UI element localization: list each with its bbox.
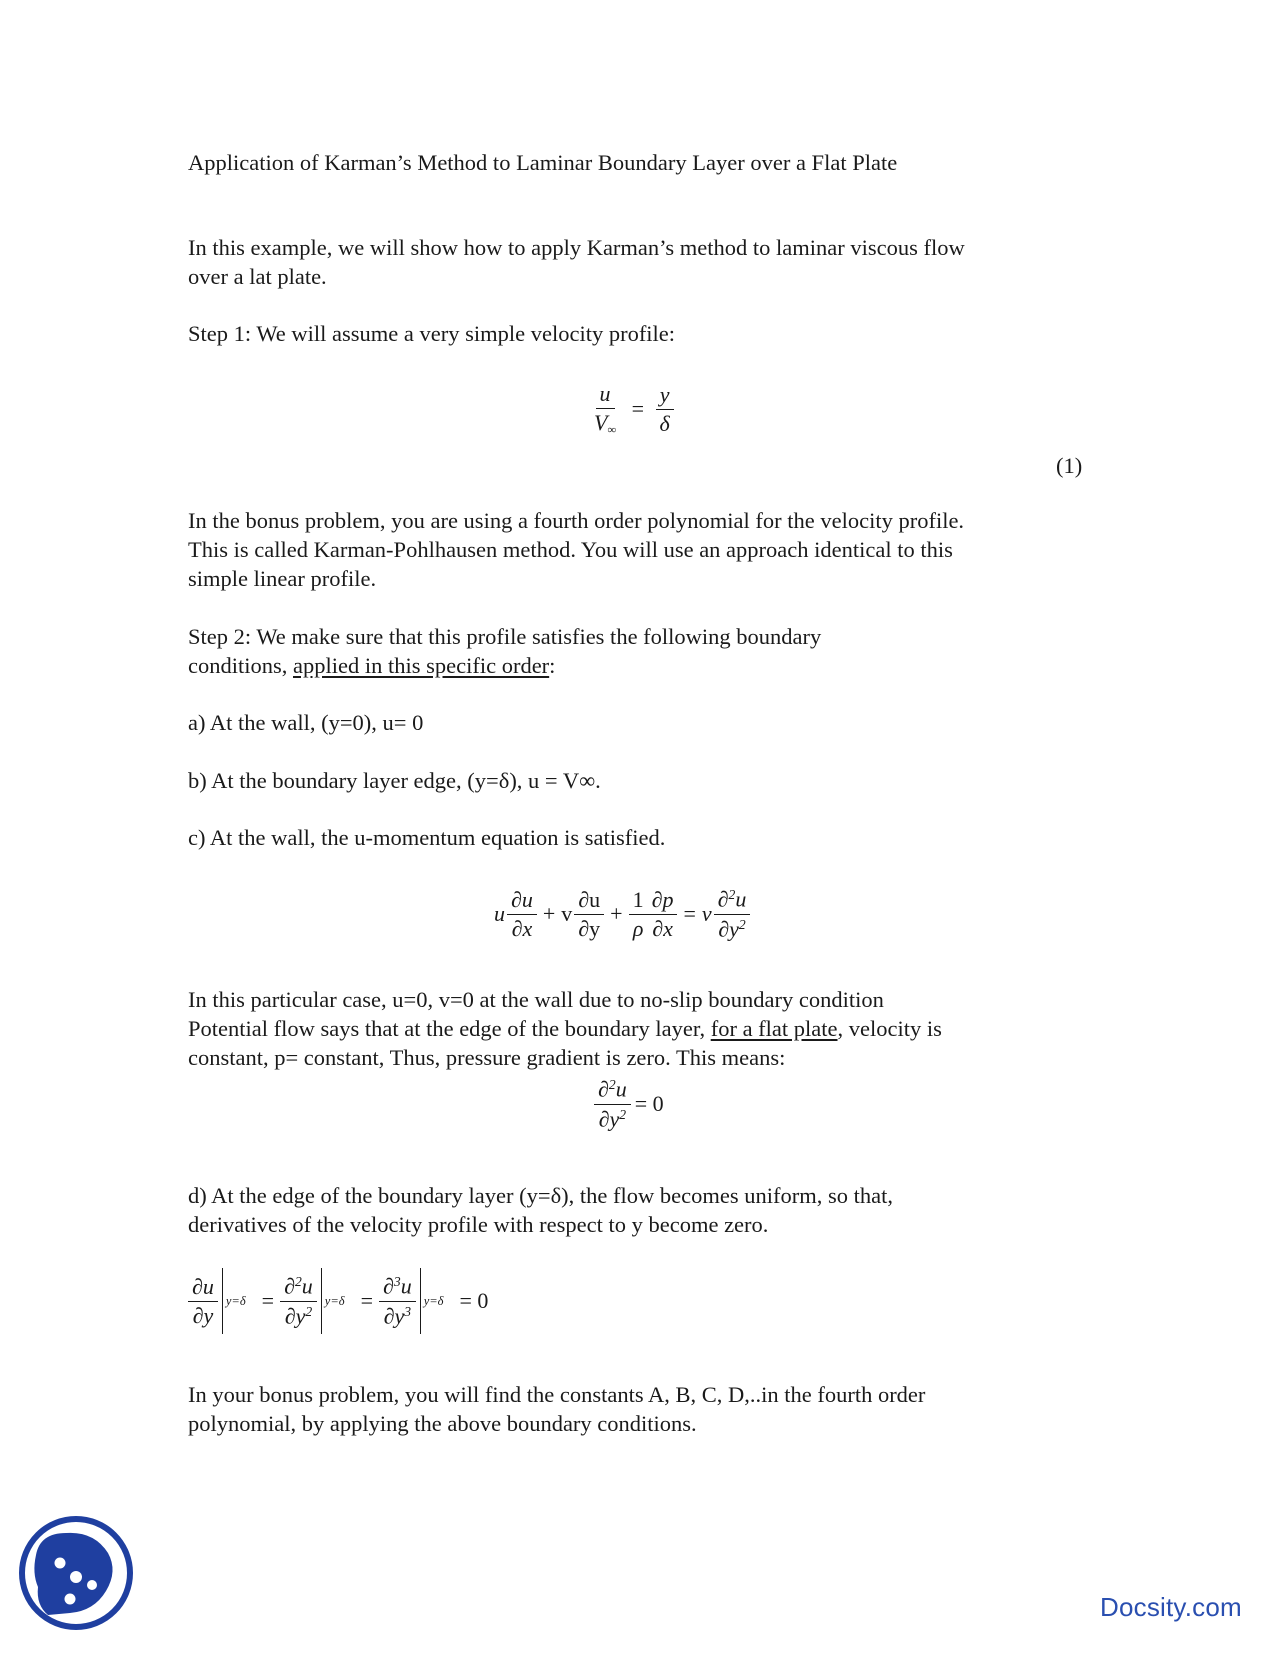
eq1-infinity-subscript: ∞: [607, 422, 617, 437]
particular-line-1: In this particular case, u=0, v=0 at the wall due to no-slip boundary condition: [188, 987, 884, 1012]
condition-b: b) At the boundary layer edge, (y=δ), u = V∞.: [188, 768, 601, 793]
particular-line-3: constant, p= constant, Thus, pressure gradient is zero. This means:: [188, 1045, 786, 1070]
eqz-num-exp: 2: [608, 1077, 616, 1092]
momentum-equals: =: [683, 901, 696, 926]
d3-num-var: u: [400, 1273, 412, 1299]
d3-den-d: ∂y: [383, 1303, 405, 1328]
eqz-num-var: u: [615, 1076, 627, 1102]
momentum-plus-2: +: [610, 901, 623, 926]
particular-line-2-pre: Potential flow says that at the edge of the boundary layer,: [188, 1016, 711, 1041]
d1-eval: y=δ: [225, 1293, 246, 1308]
d3-eval: y=δ: [423, 1293, 444, 1308]
eq1-numerator-right: y: [656, 384, 674, 410]
momentum-t4-den: ∂x: [652, 915, 673, 941]
d-equals-1: =: [261, 1288, 275, 1313]
momentum-coef-u: u: [494, 901, 505, 926]
condition-a: a) At the wall, (y=0), u= 0: [188, 710, 424, 735]
eqz-num-d: ∂: [598, 1076, 609, 1102]
particular-line-2: [188, 1014, 942, 1043]
step2-underlined-phrase: applied in this specific order: [293, 653, 550, 678]
condition-d-line-2: derivatives of the velocity profile with respect to y become zero.: [188, 1212, 769, 1237]
intro-line-2: over a lat plate.: [188, 264, 327, 289]
momentum-t3-den: ρ: [632, 915, 644, 941]
momentum-equation: [494, 888, 750, 940]
bonus-line-2: This is called Karman-Pohlhausen method. You will use an approach identical to this: [188, 537, 953, 562]
eq1-denominator-right: δ: [659, 410, 670, 436]
step2-line-1: Step 2: We make sure that this profile satisfies the following boundary: [188, 624, 822, 649]
momentum-rhs-num-var: u: [735, 886, 747, 912]
eq1-denominator-left: V: [594, 410, 608, 435]
d2-num-var: u: [301, 1273, 313, 1299]
momentum-plus-1: +: [542, 901, 556, 926]
momentum-t2-num: ∂u: [574, 889, 604, 915]
momentum-t1-num: ∂u: [507, 889, 537, 915]
eqz-den-d: ∂y: [598, 1106, 620, 1131]
step2-line-2: [188, 651, 555, 680]
d-rhs: = 0: [459, 1288, 489, 1313]
step2-line-2-pre: conditions,: [188, 653, 293, 678]
momentum-t2-den: ∂y: [578, 915, 601, 941]
document-title: Application of Karman’s Method to Laminar Boundary Layer over a Flat Plate: [188, 150, 898, 175]
condition-d-line-1: d) At the edge of the boundary layer (y=δ), the flow becomes uniform, so that,: [188, 1183, 893, 1208]
intro-line-1: In this example, we will show how to apply Karman’s method to laminar viscous flow: [188, 235, 965, 260]
momentum-t1-den: ∂x: [511, 915, 533, 941]
d2-eval: y=δ: [324, 1293, 345, 1308]
d2-num-d: ∂: [284, 1273, 295, 1299]
eqz-den-exp: 2: [619, 1106, 627, 1122]
docsity-brand-link[interactable]: Docsity.com: [1100, 1592, 1242, 1622]
d2-den-d: ∂y: [284, 1303, 306, 1328]
d-equals-2: =: [360, 1288, 373, 1313]
closing-line-1: In your bonus problem, you will find the constants A, B, C, D,..in the fourth order: [188, 1382, 926, 1407]
momentum-coef-v: v: [561, 901, 573, 926]
d1-num: ∂u: [188, 1276, 218, 1302]
step1-text: Step 1: We will assume a very simple velocity profile:: [188, 321, 676, 346]
closing-line-2: polynomial, by applying the above boundary conditions.: [188, 1411, 697, 1436]
condition-c: c) At the wall, the u-momentum equation is satisfied.: [188, 825, 666, 850]
eqz-rhs: = 0: [634, 1091, 664, 1116]
momentum-rhs-num-exp: 2: [728, 887, 736, 902]
momentum-t3-num: 1: [629, 889, 648, 915]
momentum-rhs-den-exp: 2: [738, 916, 746, 932]
d3-den-exp: 3: [404, 1303, 412, 1319]
d3-num-d: ∂: [383, 1273, 394, 1299]
momentum-rhs-den-d: ∂y: [718, 916, 739, 941]
d1-den: ∂y: [192, 1302, 214, 1328]
d2-den-exp: 2: [305, 1303, 313, 1319]
velocity-profile-equation: [590, 383, 674, 436]
docsity-logo-icon: [18, 1515, 134, 1631]
particular-underlined-phrase: for a flat plate: [710, 1016, 838, 1041]
momentum-t4-num: ∂p: [648, 889, 678, 915]
bonus-line-1: In the bonus problem, you are using a fourth order polynomial for the velocity profile.: [188, 508, 965, 533]
momentum-coef-nu: ν: [701, 901, 712, 926]
equation-number: (1): [1056, 453, 1083, 478]
momentum-rhs-num-d: ∂: [717, 886, 729, 912]
step2-line-2-post: :: [549, 653, 556, 678]
second-derivative-zero-equation: [594, 1078, 670, 1130]
eq1-numerator-left: u: [596, 383, 615, 409]
eq1-equals: =: [631, 396, 644, 422]
particular-line-2-post: , velocity is: [837, 1016, 942, 1041]
d3-num-exp: 3: [393, 1274, 401, 1289]
edge-derivatives-equation: [188, 1268, 494, 1334]
bonus-line-3: simple linear profile.: [188, 566, 377, 591]
d2-num-exp: 2: [294, 1274, 302, 1289]
